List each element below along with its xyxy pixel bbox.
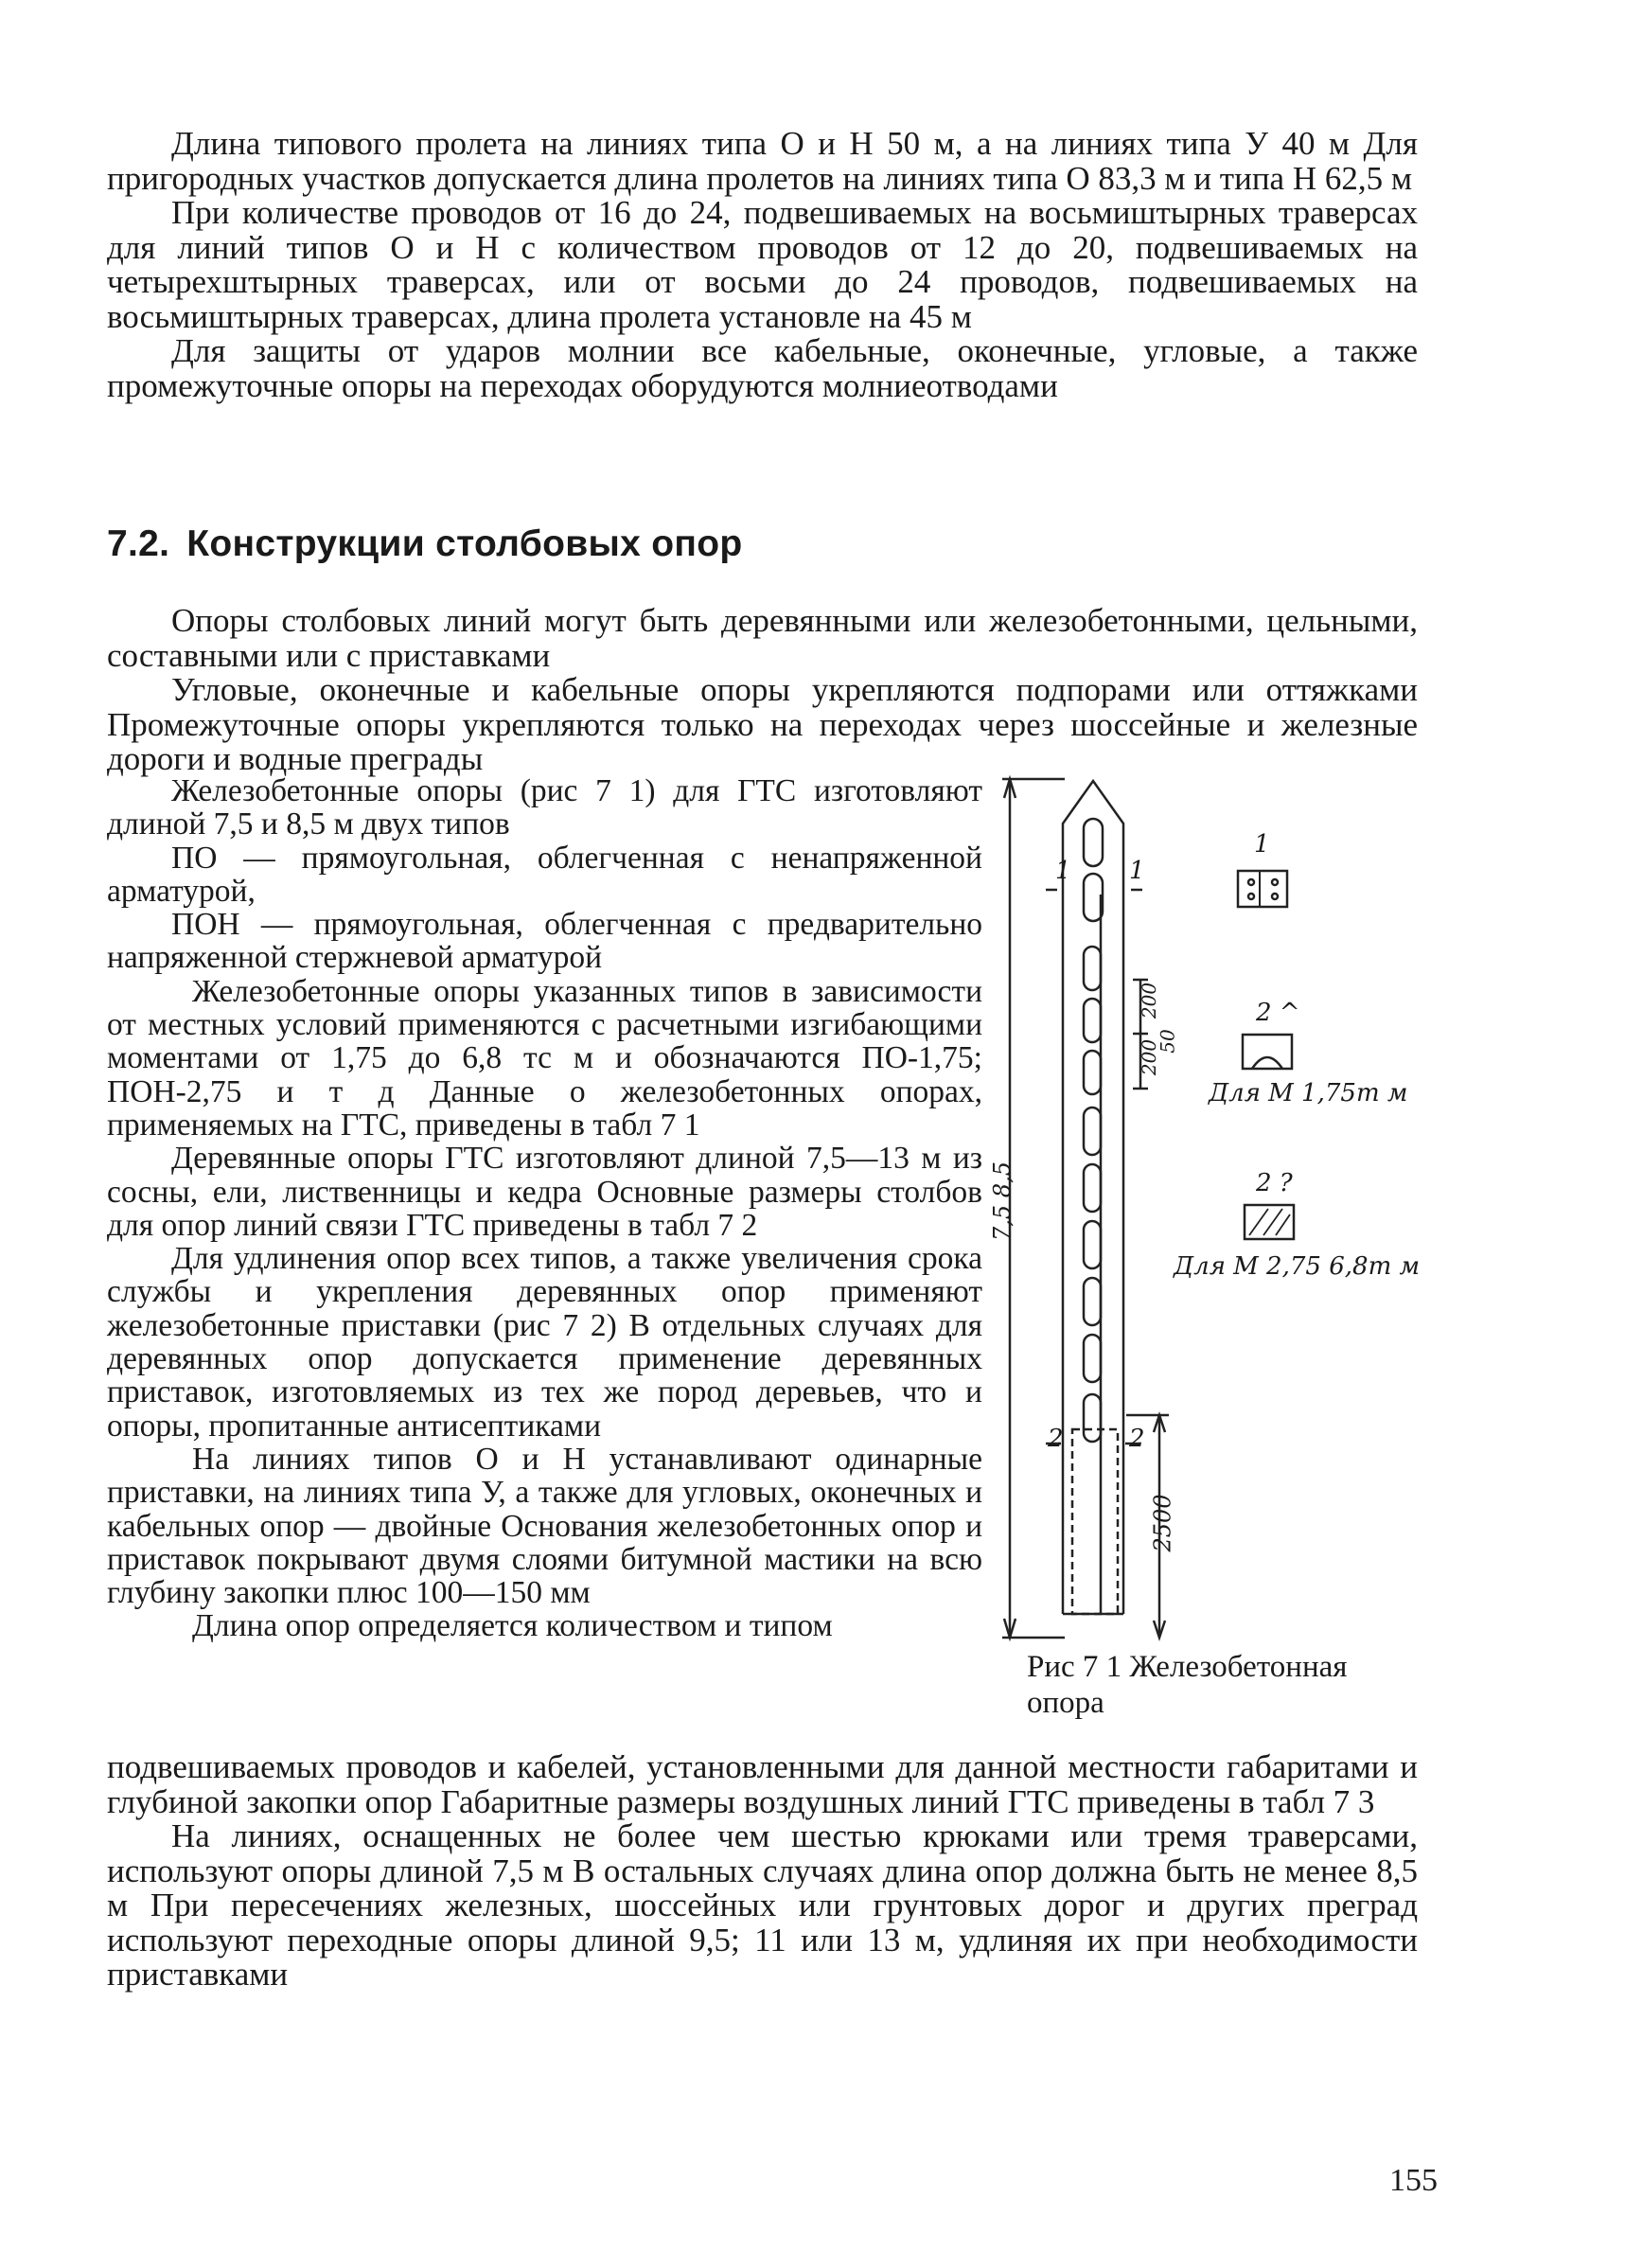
intro-text-block (107, 127, 1418, 403)
body-text-block (107, 604, 1418, 777)
paragraph: Железобетонные опоры указанных типов в зависимости от местных условий применяются с расчетными изгибающими моментами от 1,75 до 6,8 тс м и обозначаются ПО-1,75; ПОН-2,75 и т д Данные о железобетонных опорах, применяемых на ГТС, приведены в табл 7 1 (107, 973, 982, 1143)
paragraph: Длина опор определяется количеством и типом (192, 1608, 833, 1644)
body-text-block (107, 1750, 1418, 1993)
section-label: 2 ^ (1256, 999, 1300, 1027)
paragraph: Длина типового пролета на линиях типа О и Н 50 м, а на линиях типа У 40 м Для пригородных участков допускается длина пролетов на линиях типа О 83,3 м и типа Н 62,5 м (107, 125, 1418, 197)
dimension-label: 2500 (1149, 1494, 1176, 1552)
dimension-label: 200 (1138, 982, 1161, 1019)
paragraph: Для защиты от ударов молнии все кабельные, оконечные, угловые, а также промежуточные опоры на переходах оборудуются молниеотводами (107, 332, 1418, 404)
section-title: Конструкции столбовых опор (186, 523, 743, 564)
paragraph: подвешиваемых проводов и кабелей, установленными для данной местности габаритами и глубиной закопки опор Габаритные размеры воздушных линий ГТС приведены в табл 7 3 (107, 1748, 1418, 1820)
column-text-block (107, 774, 982, 1643)
section-label: 1 (1254, 830, 1270, 859)
paragraph: Опоры столбовых линий могут быть деревянными или железобетонными, цельными, составными или с приставками (107, 602, 1418, 674)
paragraph: Деревянные опоры ГТС изготовляют длиной 7,5—13 м из сосны, ели, лиственницы и кедра Основные размеры столбов для опор линий связи ГТС приведены в табл 7 2 (107, 1141, 982, 1243)
section-label: 2 ? (1256, 1169, 1293, 1197)
paragraph: Для удлинения опор всех типов, а также увеличения срока службы и укрепления деревянных опор применяют железобетонные приставки (рис 7 2) В отдельных случаях для деревянных опор допускается применение деревянных приставок, изготовляемых из тех же пород деревьев, что и опоры, пропитанные антисептиками (107, 1241, 982, 1444)
paragraph: При количестве проводов от 16 до 24, подвешиваемых на восьмиштырных траверсах для линий типов О и Н с количеством проводов от 12 до 20, подвешиваемых на четырехштырных траверсах, или от восьми до 24 проводов, подвешиваемых на восьмиштырных траверсах, длина пролета установле на 45 м (107, 194, 1418, 335)
figure-pole-drawing (989, 762, 1424, 1652)
section-number: 7.2. (107, 523, 170, 564)
paragraph: На линиях, оснащенных не более чем шестью крюками или тремя траверсами, используют опоры длиной 7,5 м В остальных случаях длина опор должна быть не менее 8,5 м При пересечениях железных, шоссейных или грунтовых дорог и других преград используют переходные опоры длиной 9,5; 11 или 13 м, удлиняя их при необходимости приставками (107, 1817, 1418, 1993)
section-caption: Для М 1,75т м (1209, 1079, 1408, 1107)
section-label: 2 (1129, 1425, 1145, 1453)
figure-caption: Рис 7 1 Железобетонная опора (1027, 1650, 1348, 1720)
dimension-label: 7,5 8,5 (988, 1161, 1016, 1241)
section-caption: Для М 2,75 6,8т м (1174, 1252, 1421, 1281)
dimension-label: 50 (1156, 1029, 1179, 1054)
section-heading (107, 523, 742, 565)
section-label: 2 (1048, 1425, 1064, 1453)
section-label: 1 (1129, 857, 1145, 885)
page-number: 155 (1389, 2163, 1438, 2198)
dimension-label: 200 (1138, 1038, 1161, 1076)
paragraph: Железобетонные опоры (рис 7 1) для ГТС изготовляют длиной 7,5 и 8,5 м двух типов (107, 773, 982, 842)
pole-diagram (989, 762, 1424, 1652)
paragraph: На линиях типов О и Н устанавливают одинарные приставки, на линиях типа У, а также для угловых, оконечных и кабельных опор — двойные Основания железобетонных опор и приставок покрывают двумя слоями битумной мастики на всю глубину закопки плюс 100—150 мм (107, 1441, 982, 1611)
section-label: 1 (1055, 857, 1071, 885)
paragraph: ПОН — прямоугольная, облегченная с предварительно напряженной стержневой арматурой (107, 907, 982, 976)
paragraph: Угловые, оконечные и кабельные опоры укрепляются подпорами или оттяжками Промежуточные опоры укрепляются только на переходах через шоссейные и железные дороги и водные преграды (107, 671, 1418, 777)
paragraph: ПО — прямоугольная, облегченная с ненапряженной арматурой, (107, 840, 982, 909)
